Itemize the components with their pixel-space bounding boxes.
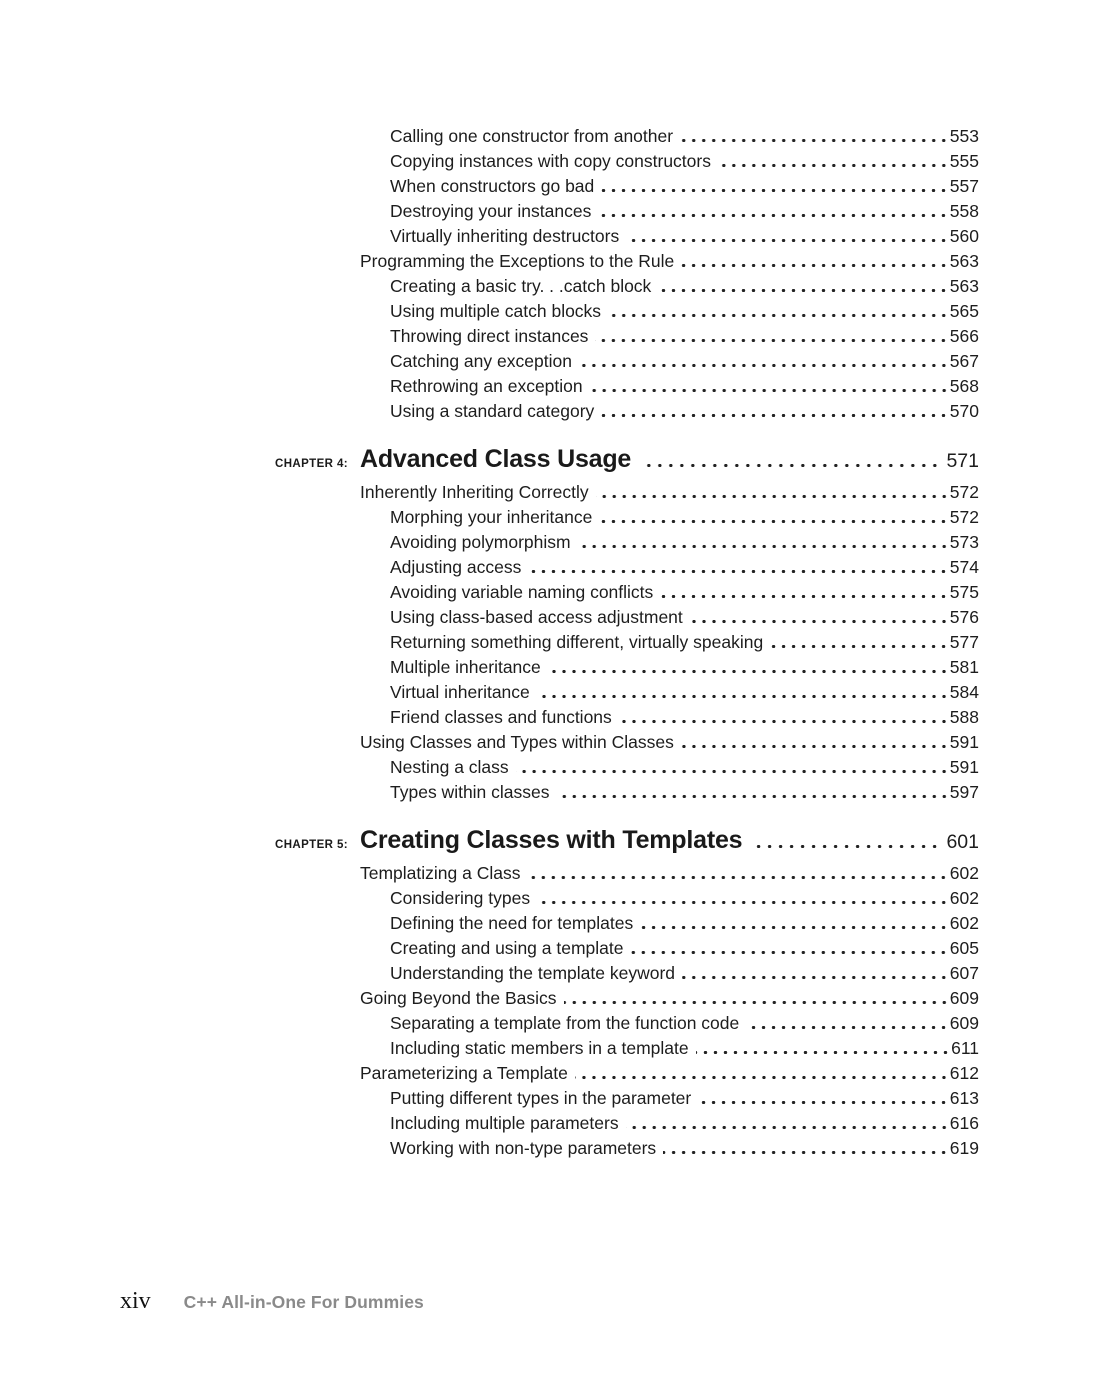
toc-entry-title: Copying instances with copy constructors (390, 151, 711, 171)
toc-leader-dots (698, 1101, 949, 1104)
toc-entry-title: Virtual inheritance (390, 682, 530, 702)
toc-page-number: 574 (949, 557, 979, 577)
toc-leader-dots (527, 876, 948, 879)
toc-leader-dots (516, 770, 949, 773)
toc-page-number: 565 (949, 301, 979, 321)
toc-page-number: 591 (949, 732, 979, 752)
chapter-label: CHAPTER 4: (275, 458, 349, 470)
toc-entry-row (275, 505, 979, 530)
toc-leader-dots (596, 495, 949, 498)
toc-entry-title: Avoiding polymorphism (390, 532, 571, 552)
toc-leader-dots (641, 464, 940, 467)
toc-entry-row (275, 911, 979, 936)
toc-leader-dots (548, 670, 949, 673)
toc-leader-dots (601, 414, 949, 417)
chapter-label: CHAPTER 5: (275, 839, 349, 851)
toc-entry-title: Returning something different, virtually speaking (390, 632, 764, 652)
toc-entry-title: Separating a template from the function code (390, 1013, 740, 1033)
toc-entry-row (275, 1036, 979, 1061)
toc-leader-dots (681, 745, 949, 748)
toc-entry-row (275, 149, 979, 174)
toc-entry-title: Calling one constructor from another (390, 126, 674, 146)
toc-entry-title: Templatizing a Class (360, 863, 521, 883)
toc-entry-row (275, 555, 979, 580)
toc-entry-title: Types within classes (390, 782, 550, 802)
toc-leader-dots (640, 926, 949, 929)
toc-entry-row (275, 655, 979, 680)
toc-entry-title: When constructors go bad (390, 176, 595, 196)
toc-leader-dots (598, 214, 948, 217)
toc-entry-title: Rethrowing an exception (390, 376, 583, 396)
chapter-title: Advanced Class Usage (360, 445, 632, 473)
toc-entry-title: Friend classes and functions (390, 707, 612, 727)
toc-entry-row (275, 1011, 979, 1036)
toc-page-number: 572 (949, 507, 979, 527)
toc-page-number: 609 (949, 1013, 979, 1033)
toc-entry-title: Nesting a class (390, 757, 509, 777)
toc-entry-row (275, 174, 979, 199)
page-footer (120, 1288, 424, 1315)
toc-page-number: 572 (949, 482, 979, 502)
toc-page-number: 619 (949, 1138, 979, 1158)
toc-page-number: 563 (949, 276, 979, 296)
toc-leader-dots (680, 139, 949, 142)
toc-entry-row (275, 780, 979, 805)
toc-entry-title: Catching any exception (390, 351, 572, 371)
toc-page-number: 557 (949, 176, 979, 196)
toc-leader-dots (663, 1151, 949, 1154)
toc-entry-title: Going Beyond the Basics (360, 988, 557, 1008)
toc-page-number: 611 (951, 1038, 979, 1058)
toc-entry-row (275, 605, 979, 630)
toc-leader-dots (557, 795, 949, 798)
toc-entry-row (275, 224, 979, 249)
toc-leader-dots (752, 845, 940, 848)
toc-leader-dots (537, 695, 949, 698)
toc-entry-title: Creating a basic try. . .catch block (390, 276, 652, 296)
chapter-page-number: 571 (946, 450, 979, 472)
toc-page-number: 607 (949, 963, 979, 983)
toc-entry-row (275, 755, 979, 780)
toc-entry-row (275, 480, 979, 505)
toc-entry-row (275, 961, 979, 986)
toc-page-number: 577 (949, 632, 979, 652)
toc-entry-title: Using multiple catch blocks (390, 301, 602, 321)
toc-page-number: 584 (949, 682, 979, 702)
toc-entry-row (275, 299, 979, 324)
toc-page-number: 567 (949, 351, 979, 371)
toc-page-number: 616 (949, 1113, 979, 1133)
toc-page-number: 612 (949, 1063, 979, 1083)
toc-entry-row (275, 680, 979, 705)
toc-leader-dots (626, 1126, 949, 1129)
toc-leader-dots (696, 1051, 950, 1054)
toc-leader-dots (599, 520, 948, 523)
toc-entry-title: Throwing direct instances (390, 326, 589, 346)
toc-entry-title: Including static members in a template (390, 1038, 689, 1058)
toc (275, 124, 979, 1161)
toc-entry-title: Avoiding variable naming conflicts (390, 582, 654, 602)
toc-entry-title: Morphing your inheritance (390, 507, 593, 527)
toc-leader-dots (682, 976, 949, 979)
footer-page-number: xiv (120, 1288, 151, 1314)
toc-leader-dots (595, 339, 948, 342)
toc-page-number: 553 (949, 126, 979, 146)
toc-page-number: 588 (949, 707, 979, 727)
toc-leader-dots (690, 620, 949, 623)
chapter-title: Creating Classes with Templates (360, 826, 743, 854)
toc-page-number: 558 (949, 201, 979, 221)
toc-page-number: 609 (949, 988, 979, 1008)
toc-entry-row (275, 124, 979, 149)
toc-entry-row (275, 705, 979, 730)
footer-book-title: C++ All-in-One For Dummies (183, 1292, 424, 1312)
toc-page-number: 563 (949, 251, 979, 271)
toc-page-number: 602 (949, 888, 979, 908)
toc-entry-row (275, 861, 979, 886)
toc-leader-dots (746, 1026, 949, 1029)
toc-leader-dots (590, 389, 949, 392)
toc-entry-title: Virtually inheriting destructors (390, 226, 620, 246)
toc-entry-title: Considering types (390, 888, 531, 908)
toc-page-number: 573 (949, 532, 979, 552)
toc-page-number: 575 (949, 582, 979, 602)
toc-entry-title: Understanding the template keyword (390, 963, 676, 983)
toc-entry-row (275, 274, 979, 299)
toc-leader-dots (575, 1076, 949, 1079)
toc-leader-dots (579, 364, 949, 367)
toc-page-number: 568 (949, 376, 979, 396)
toc-entry-row (275, 1111, 979, 1136)
toc-entry-title: Destroying your instances (390, 201, 592, 221)
toc-entry-row (275, 374, 979, 399)
toc-leader-dots (660, 595, 949, 598)
toc-entry-row (275, 986, 979, 1011)
toc-entry-title: Putting different types in the parameter (390, 1088, 692, 1108)
toc-entry-title: Parameterizing a Template (360, 1063, 568, 1083)
chapter-heading-row (275, 443, 979, 475)
toc-entry-title: Using class-based access adjustment (390, 607, 683, 627)
toc-entry-row (275, 324, 979, 349)
toc-entry-title: Including multiple parameters (390, 1113, 619, 1133)
toc-entry-title: Programming the Exceptions to the Rule (360, 251, 675, 271)
toc-leader-dots (718, 164, 949, 167)
toc-page-number: 591 (949, 757, 979, 777)
toc-page-number: 613 (949, 1088, 979, 1108)
toc-leader-dots (537, 901, 949, 904)
toc-leader-dots (578, 545, 949, 548)
toc-page-number: 581 (949, 657, 979, 677)
toc-entry-row (275, 630, 979, 655)
toc-leader-dots (608, 314, 949, 317)
toc-entry-title: Creating and using a template (390, 938, 624, 958)
toc-entry-row (275, 1086, 979, 1111)
toc-page-number: 570 (949, 401, 979, 421)
chapter-page-number: 601 (946, 831, 979, 853)
toc-leader-dots (770, 645, 949, 648)
toc-entry-row (275, 886, 979, 911)
toc-page-number: 555 (949, 151, 979, 171)
chapter-heading-row (275, 824, 979, 856)
toc-page-number: 597 (949, 782, 979, 802)
toc-entry-title: Multiple inheritance (390, 657, 541, 677)
toc-entry-row (275, 249, 979, 274)
toc-page-number: 605 (949, 938, 979, 958)
toc-leader-dots (601, 189, 949, 192)
toc-page-number: 576 (949, 607, 979, 627)
toc-leader-dots (564, 1001, 949, 1004)
toc-entry-row (275, 530, 979, 555)
toc-entry-title: Defining the need for templates (390, 913, 634, 933)
toc-entry-title: Adjusting access (390, 557, 522, 577)
toc-entry-row (275, 349, 979, 374)
toc-page-number: 602 (949, 913, 979, 933)
toc-page-number: 566 (949, 326, 979, 346)
toc-leader-dots (658, 289, 948, 292)
toc-entry-row (275, 1136, 979, 1161)
toc-leader-dots (626, 239, 949, 242)
toc-page-number: 560 (949, 226, 979, 246)
toc-entry-row (275, 730, 979, 755)
toc-entry-title: Working with non-type parameters (390, 1138, 657, 1158)
toc-entry-row (275, 199, 979, 224)
toc-entry-row (275, 580, 979, 605)
toc-leader-dots (630, 951, 948, 954)
toc-entry-row (275, 936, 979, 961)
toc-entry-row (275, 399, 979, 424)
toc-leader-dots (681, 264, 949, 267)
toc-entry-title: Using a standard category (390, 401, 595, 421)
toc-entry-title: Using Classes and Types within Classes (360, 732, 674, 752)
toc-leader-dots (619, 720, 949, 723)
toc-entry-row (275, 1061, 979, 1086)
toc-page-number: 602 (949, 863, 979, 883)
toc-entry-title: Inherently Inheriting Correctly (360, 482, 589, 502)
toc-leader-dots (528, 570, 948, 573)
